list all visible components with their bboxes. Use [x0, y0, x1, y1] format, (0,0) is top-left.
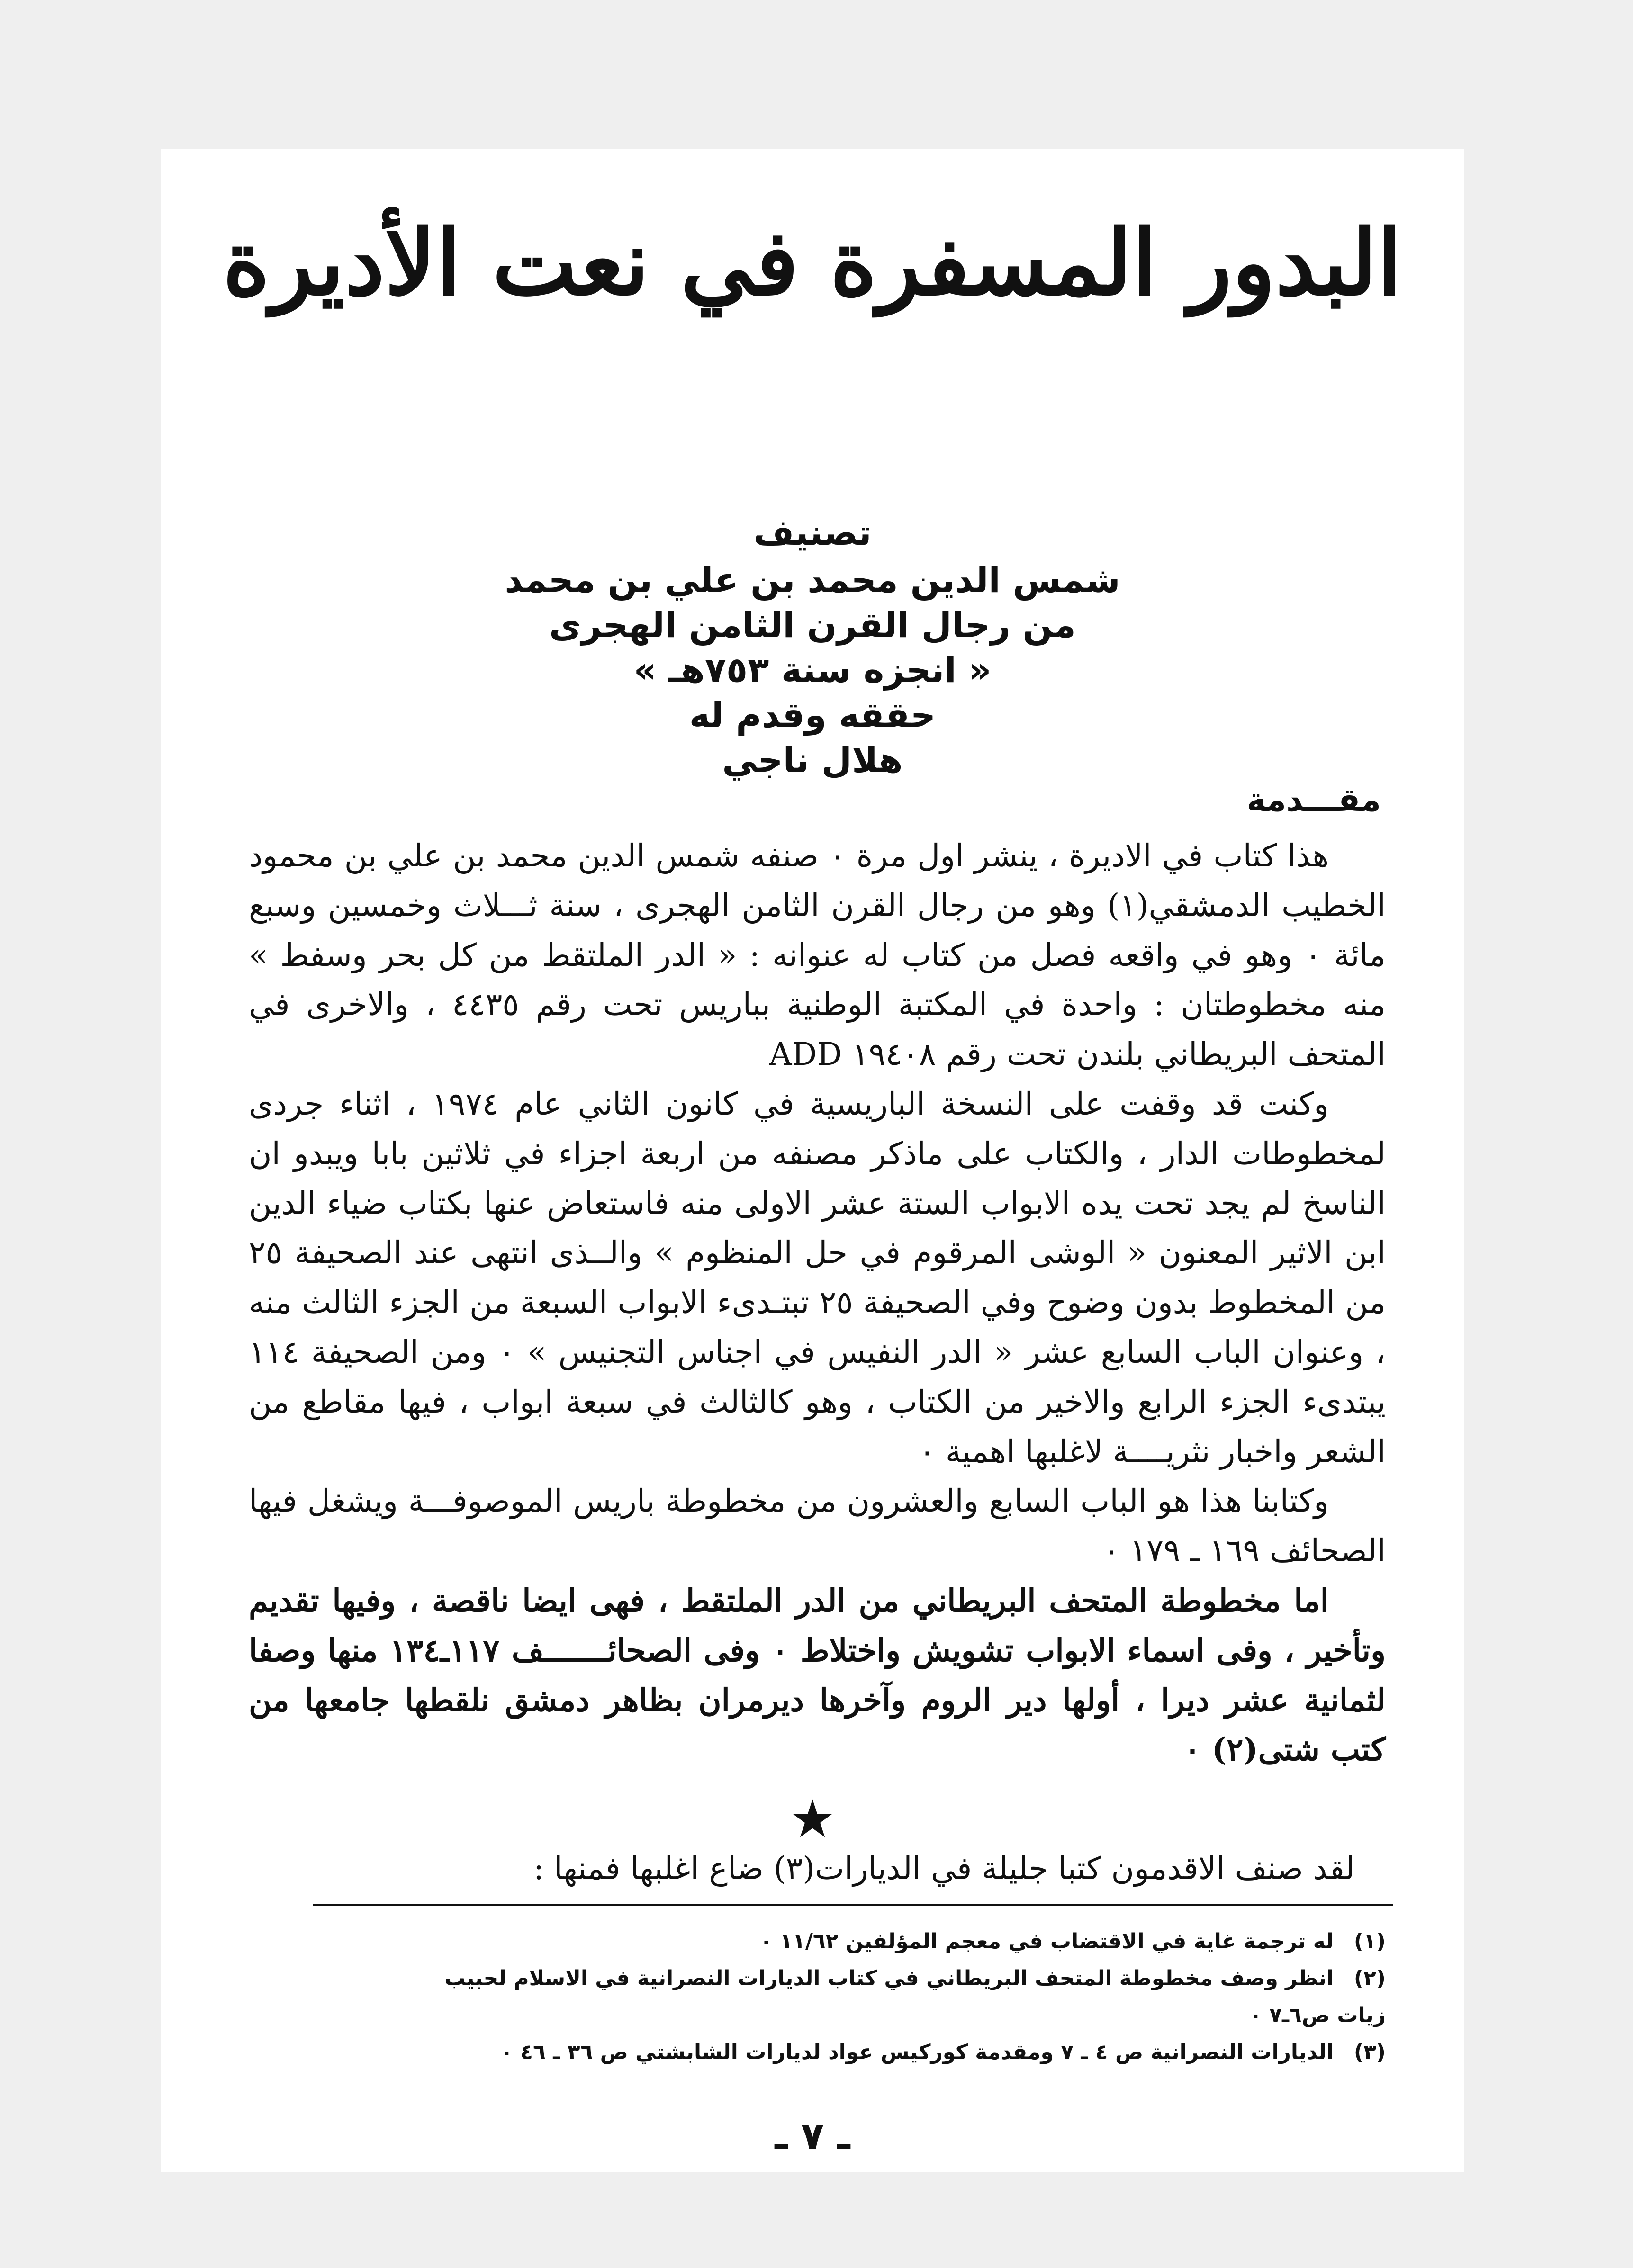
paragraph-1: هذا كتاب في الاديرة ، ينشر اول مرة ٠ صنفه شمس الدين محمد بن علي بن محمود الخطيب الدمشقي(١) وهو من رجال القرن الثامن الهجرى ، سنة ثـــلاث وخمسين وسبع مائة ٠ وهو في واقعه فصل من كتاب له عنوانه : « الدر الملتقط من كل بحر وسفط » منه مخطوطتان : واحدة في المكتبة الوطنية بباريس تحت رقم ٤٤٣٥ ، والاخرى في المتحف البريطاني بلندن تحت رقم ١٩٤٠٨ ADD	[249, 837, 1386, 1073]
author-name: شمس الدين محمد بن علي بن محمد	[505, 560, 1120, 601]
footnote-text: انظر وصف مخطوطة المتحف البريطاني في كتاب الديارات النصرانية في الاسلام لحبيب	[444, 1966, 1334, 1990]
introduction-heading: مقـــدمة	[1246, 782, 1381, 819]
page-number: ـ ٧ ـ	[775, 2114, 850, 2158]
page-content	[161, 149, 1464, 2172]
paragraph-2: وكنت قد وقفت على النسخة الباريسية في كانون الثاني عام ١٩٧٤ ، اثناء جردى لمخطوطات الدار ، والكتاب على ماذكر مصنفه من اربعة اجزاء في ثلاثين بابا ويبدو ان الناسخ لم يجد تحت يده الابواب الستة عشر الاولى منه فاستعاض عنها بكتاب ضياء الدين ابن الاثير المعنون « الوشى المرقوم في حل المنظوم » والــذى انتهى عند الصحيفة ٢٥ من المخطوط بدون وضوح وفي الصحيفة ٢٥ تبتـدىء الابواب السبعة من الجزء الثالث منه ، وعنوان الباب السابع عشر « الدر النفيس في اجناس التجنيس » ٠ ومن الصحيفة ١١٤ يبتدىء الجزء الرابع والاخير من الكتاب ، وهو كالثالث في سبعة ابواب ، فيها مقاطع من الشعر واخبار نثريــــة لاغلبها اهمية ٠	[249, 1085, 1386, 1470]
star-ornament: ★	[789, 1789, 836, 1849]
footnote	[272, 1960, 1386, 1997]
footnote-text: الديارات النصرانية ص ٤ ـ ٧ ومقدمة كوركيس عواد لديارات الشابشتي ص ٣٦ ـ ٤٦ ٠	[500, 2040, 1334, 2064]
introduction-body	[249, 831, 1386, 1774]
footnotes	[272, 1923, 1386, 2071]
editor-label: حققه وقدم له	[689, 695, 936, 736]
paragraph-3: وكتابنا هذا هو الباب السابع والعشرون من مخطوطة باريس الموصوفـــة ويشغل فيها الصحائف ١٦٩ ـ ١٧٩ ٠	[249, 1483, 1386, 1569]
footnote-text: له ترجمة غاية في الاقتضاب في معجم المؤلفين ١١/٦٢ ٠	[759, 1929, 1334, 1953]
footnote-divider	[313, 1904, 1393, 1906]
footnote-continuation	[272, 1997, 1386, 2034]
footnote-number: (٢)	[1353, 1966, 1386, 1990]
closing-line: لقد صنف الاقدمون كتبا جليلة في الديارات(٣) ضاع اغلبها فمنها :	[533, 1850, 1355, 1887]
footnote-number: (١)	[1353, 1929, 1386, 1953]
book-title: البدور المسفرة في نعت الأديرة	[223, 210, 1402, 315]
paragraph-4: اما مخطوطة المتحف البريطاني من الدر الملتقط ، فهى ايضا ناقصة ، وفيها تقديم وتأخير ، وفى اسماء الابواب تشويش واختلاط ٠ وفى الصحائـــــــف ١١٧ـ١٣٤ منها وصفا لثمانية عشر ديرا ، أولها دير الروم وآخرها ديرمران بظاهر دمشق نلقطها جامعها من كتب شتى(٢) ٠	[249, 1582, 1386, 1768]
scanned-page	[161, 149, 1464, 2172]
editor-name: هلال ناجي	[722, 740, 903, 781]
footnote-text: زيات ص٦ـ٧ ٠	[1249, 2003, 1386, 2027]
author-era: من رجال القرن الثامن الهجرى	[549, 605, 1076, 646]
authorship-label: تصنيف	[753, 513, 872, 553]
completion-date: « انجزه سنة ٧٥٣هـ »	[633, 650, 992, 691]
footnote-number: (٣)	[1353, 2040, 1386, 2064]
footnote	[272, 2034, 1386, 2071]
footnote	[272, 1923, 1386, 1960]
